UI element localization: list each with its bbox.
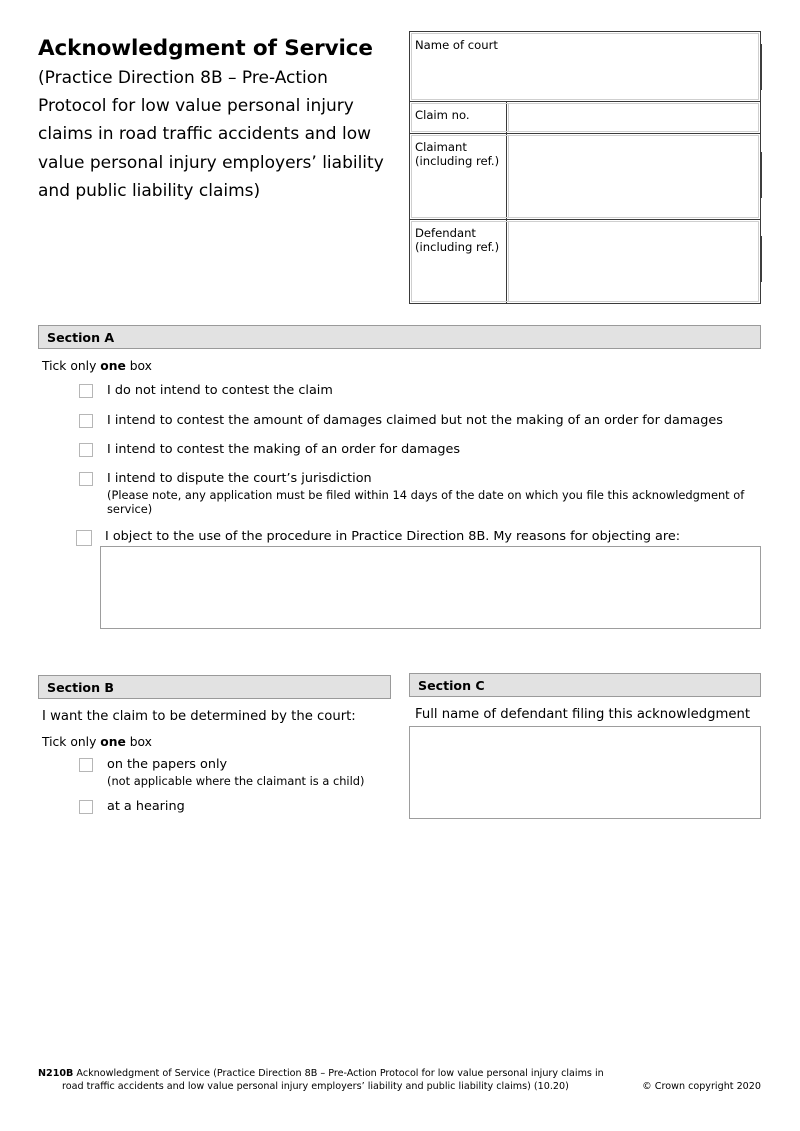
section-a-option-1-label: I do not intend to contest the claim [107, 383, 333, 398]
claimant-label-line1: Claimant [415, 140, 467, 154]
section-c-heading: Section C [409, 673, 761, 697]
claimant-label-line2: (including ref.) [415, 154, 500, 169]
section-b-option-1-note: (not applicable where the claimant is a child) [107, 773, 365, 788]
name-of-court-label: Name of court [415, 38, 498, 52]
court-details-table [409, 31, 761, 304]
section-a-option-1[interactable] [79, 383, 333, 399]
claimant-value-cell[interactable] [507, 134, 760, 219]
tick-bold: one [100, 735, 126, 749]
field-edge-mark [760, 44, 762, 90]
section-c-label: Full name of defendant filing this acknowledgment [415, 707, 751, 722]
section-a-option-4-note: (Please note, any application must be filed within 14 days of the date on which you file this acknowledgment of service) [107, 487, 745, 516]
section-a-option-3-label: I intend to contest the making of an order for damages [107, 442, 461, 457]
section-b-option-1-text [93, 757, 364, 788]
table-row-defendant [410, 220, 760, 303]
claim-no-value-cell[interactable] [507, 102, 760, 133]
objection-reasons-input[interactable] [100, 546, 761, 629]
footer-line-1-text: Acknowledgment of Service (Practice Direction 8B – Pre-Action Protocol for low value personal injury claims in [73, 1068, 604, 1079]
checkbox-icon[interactable] [79, 414, 93, 428]
footer-line-2: road traffic accidents and low value personal injury employers’ liability and public liability claims) (10.20) [62, 1080, 569, 1092]
defendant-label [410, 220, 506, 254]
section-a-option-4[interactable] [79, 471, 769, 516]
checkbox-icon[interactable] [79, 472, 93, 486]
defendant-label-line1: Defendant [415, 226, 476, 240]
section-b-option-2-label: at a hearing [107, 799, 185, 814]
checkbox-icon[interactable] [79, 443, 93, 457]
defendant-value-cell[interactable] [507, 220, 760, 303]
copyright-notice: © Crown copyright 2020 [642, 1080, 761, 1092]
section-a-heading: Section A [38, 325, 761, 349]
table-row-claim-no [410, 102, 760, 134]
footer-line-1 [38, 1068, 761, 1081]
section-b-tick-instruction [42, 735, 152, 750]
footer [38, 1068, 761, 1093]
checkbox-icon[interactable] [79, 800, 93, 814]
section-a-option-5-label: I object to the use of the procedure in Practice Direction 8B. My reasons for objecting are: [105, 529, 681, 544]
tick-bold: one [100, 359, 126, 373]
page-subtitle: (Practice Direction 8B – Pre-Action Protocol for low value personal injury claims in road traffic accidents and low value personal injury employers’ liability and public liability claims) [38, 68, 384, 201]
section-b-intro-text: I want the claim to be determined by the court: [42, 709, 356, 724]
document-header [38, 36, 398, 205]
claimant-label [410, 134, 506, 168]
page-title: Acknowledgment of Service [38, 36, 373, 61]
field-edge-mark [760, 152, 762, 198]
section-a-option-4-text [93, 471, 769, 516]
defendant-full-name-input[interactable] [409, 726, 761, 819]
claim-no-label: Claim no. [415, 108, 470, 122]
table-row-name-of-court [410, 32, 760, 102]
defendant-label-line2: (including ref.) [415, 240, 500, 255]
form-code: N210B [38, 1068, 74, 1079]
field-outline [508, 135, 759, 218]
section-a-tick-instruction [42, 359, 152, 374]
name-of-court-cell[interactable] [410, 32, 760, 101]
table-row-claimant [410, 134, 760, 220]
section-b-option-2[interactable] [79, 799, 185, 815]
section-b-option-1-label: on the papers only [107, 757, 228, 772]
section-b-heading: Section B [38, 675, 391, 699]
checkbox-icon[interactable] [76, 530, 92, 546]
checkbox-icon[interactable] [79, 384, 93, 398]
claim-no-label-cell [410, 102, 507, 133]
field-edge-mark [760, 236, 762, 282]
section-a-option-2-label: I intend to contest the amount of damages claimed but not the making of an order for damages [107, 413, 723, 428]
defendant-label-cell [410, 220, 507, 303]
tick-suffix: box [125, 359, 152, 373]
checkbox-icon[interactable] [79, 758, 93, 772]
section-b-option-1[interactable] [79, 757, 364, 788]
tick-suffix: box [125, 735, 152, 749]
section-a-option-5[interactable] [76, 529, 680, 546]
defendant-value [507, 220, 760, 226]
claimant-label-cell [410, 134, 507, 219]
section-a-option-3[interactable] [79, 442, 460, 458]
section-a-option-2[interactable] [79, 413, 723, 429]
claimant-value [507, 134, 760, 140]
tick-prefix: Tick only [42, 359, 101, 373]
claim-no-value [507, 102, 760, 108]
tick-prefix: Tick only [42, 735, 101, 749]
field-outline [508, 221, 759, 302]
section-a-option-4-label: I intend to dispute the court’s jurisdiction [107, 471, 372, 486]
